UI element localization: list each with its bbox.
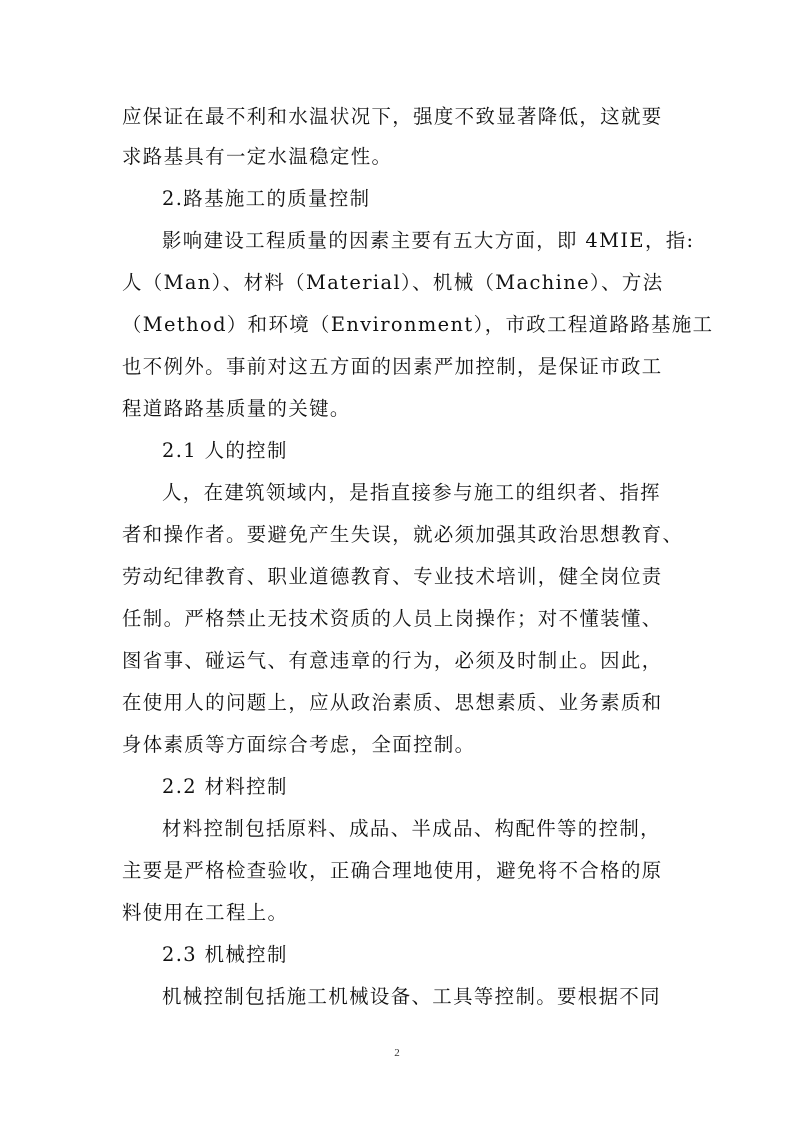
text-line: 材料控制包括原料、成品、半成品、构配件等的控制， bbox=[162, 817, 661, 840]
text-line: 者和操作者。要避免产生失误，就必须加强其政治思想教育、 bbox=[122, 523, 684, 546]
text-line: 影响建设工程质量的因素主要有五大方面，即 4MIE，指: bbox=[162, 229, 695, 252]
text-line: 在使用人的问题上，应从政治素质、思想素质、业务素质和 bbox=[122, 691, 663, 714]
text-line: 程道路路基质量的关键。 bbox=[122, 397, 351, 420]
section-heading: 2.3 机械控制 bbox=[162, 943, 288, 966]
text-line: 也不例外。事前对这五方面的因素严加控制，是保证市政工 bbox=[122, 355, 663, 378]
text-line: 身体素质等方面综合考虑，全面控制。 bbox=[122, 733, 476, 756]
text-line: 人（Man）、材料（Material）、机械（Machine）、方法 bbox=[122, 271, 664, 294]
section-heading: 2.路基施工的质量控制 bbox=[162, 187, 371, 210]
text-line: 劳动纪律教育、职业道德教育、专业技术培训，健全岗位责 bbox=[122, 565, 663, 588]
text-line: 任制。严格禁止无技术资质的人员上岗操作；对不懂装懂、 bbox=[122, 607, 663, 630]
section-heading: 2.1 人的控制 bbox=[162, 439, 288, 462]
text-line: 料使用在工程上。 bbox=[122, 901, 289, 924]
text-line: 主要是严格检查验收，正确合理地使用，避免将不合格的原 bbox=[122, 859, 663, 882]
text-line: （Method）和环境（Environment），市政工程道路路基施工 bbox=[122, 313, 714, 336]
text-line: 图省事、碰运气、有意违章的行为，必须及时制止。因此， bbox=[122, 649, 663, 672]
section-heading: 2.2 材料控制 bbox=[162, 775, 288, 798]
text-line: 求路基具有一定水温稳定性。 bbox=[122, 145, 393, 168]
text-line: 人，在建筑领域内，是指直接参与施工的组织者、指挥 bbox=[162, 481, 661, 504]
page-number: 2 bbox=[394, 1047, 400, 1059]
text-line: 应保证在最不利和水温状况下，强度不致显著降低，这就要 bbox=[122, 105, 663, 128]
text-line: 机械控制包括施工机械设备、工具等控制。要根据不同 bbox=[162, 985, 661, 1008]
